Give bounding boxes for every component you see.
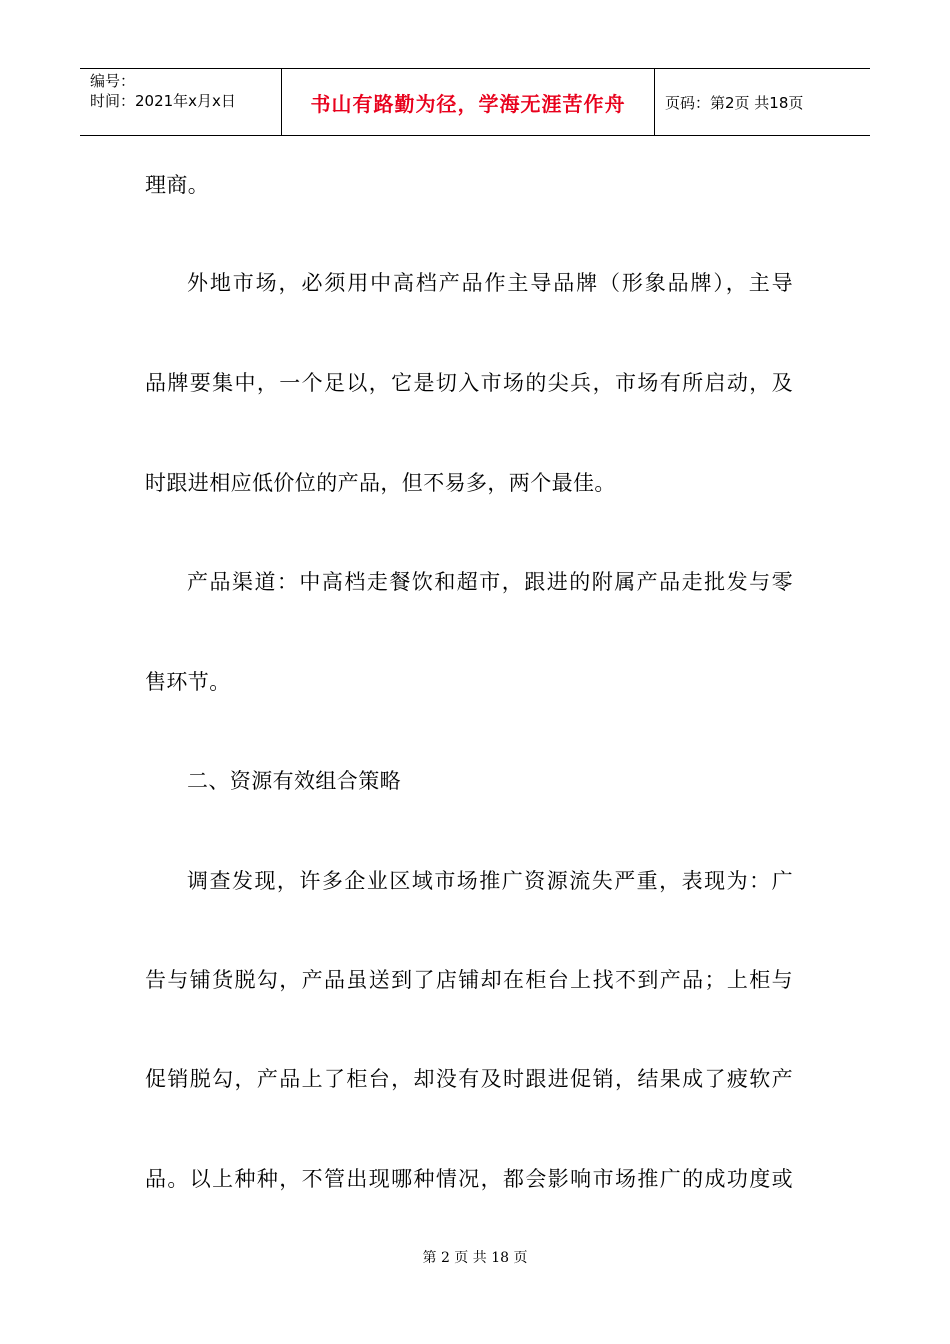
paragraph-line: 促销脱勾，产品上了柜台，却没有及时跟进促销，结果成了疲软产 <box>145 1067 793 1091</box>
document-header <box>80 68 870 136</box>
header-meta-cell <box>80 69 282 136</box>
header-page-info: 页码：第2页 共18页 <box>665 94 804 112</box>
paragraph-line: 产品渠道：中高档走餐饮和超市，跟进的附属产品走批发与零 <box>187 570 793 594</box>
section-heading: 二、资源有效组合策略 <box>187 769 401 793</box>
paragraph-line: 外地市场，必须用中高档产品作主导品牌（形象品牌），主导 <box>187 271 793 295</box>
paragraph-line: 告与铺货脱勾，产品虽送到了店铺却在柜台上找不到产品；上柜与 <box>145 968 793 992</box>
paragraph-line: 时跟进相应低价位的产品，但不易多，两个最佳。 <box>145 471 616 495</box>
page-footer: 第 2 页 共 18 页 <box>422 1250 528 1266</box>
paragraph-line: 理商。 <box>145 173 210 197</box>
header-motto: 书山有路勤为径，学海无涯苦作舟 <box>282 69 655 136</box>
number-label: 编号： <box>90 72 136 90</box>
paragraph-line: 品牌要集中，一个足以，它是切入市场的尖兵，市场有所启动，及 <box>145 371 793 395</box>
paragraph-line: 品。以上种种，不管出现哪种情况，都会影响市场推广的成功度或 <box>145 1167 793 1191</box>
paragraph-line: 售环节。 <box>145 670 231 694</box>
time-label: 时间：2021年x月x日 <box>90 92 236 110</box>
paragraph-line: 调查发现，许多企业区域市场推广资源流失严重，表现为：广 <box>187 869 793 893</box>
